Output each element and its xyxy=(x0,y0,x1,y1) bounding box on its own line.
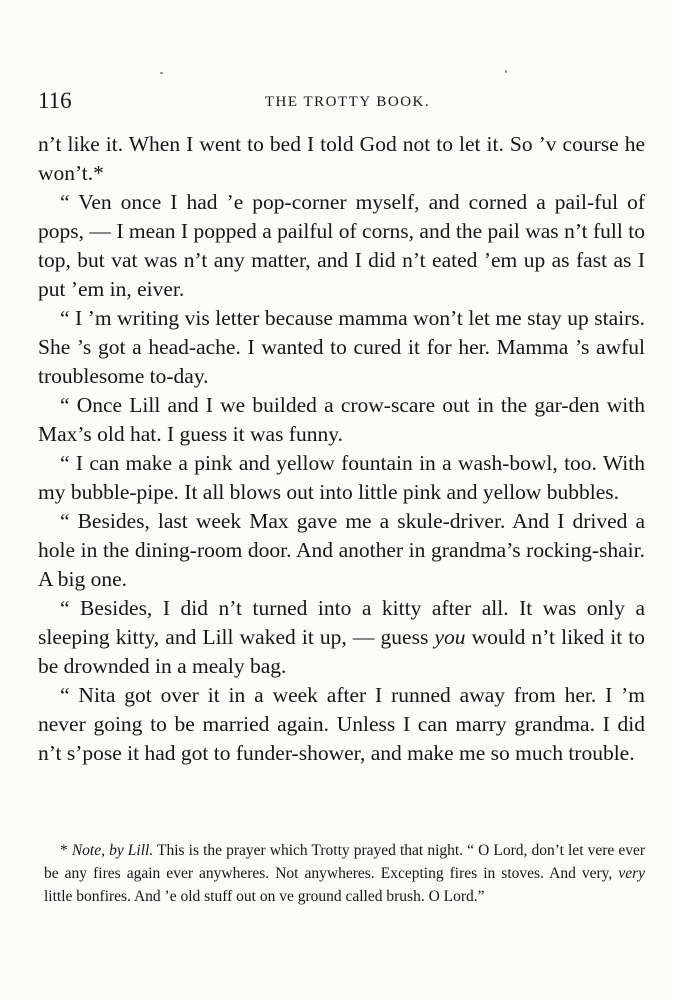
footnote-marker: * xyxy=(60,842,72,859)
footnote-label: Note, by Lill. xyxy=(71,842,154,859)
kitty-text-before: “ Besides, I did n’t turned into a kitty after all. It was only a sleeping kitty, and Lill waked it up, — guess xyxy=(38,596,645,649)
footnote-text-after: little bonfires. And ’e old stuff out on ve ground called brush. O Lord.” xyxy=(44,888,485,905)
emphasis-you: you xyxy=(434,625,466,649)
footnote xyxy=(44,839,645,908)
paragraph: “ I can make a pink and yellow fountain in a wash-bowl, too. With my bubble-pipe. It all blows out into little pink and yellow bubbles. xyxy=(38,451,645,504)
paragraph: “ I ’m writing vis letter because mamma won’t let me stay up stairs. She ’s got a head-ache. I wanted to cured it for her. Mamma ’s awful troublesome to-day. xyxy=(38,306,645,388)
paragraph: “ Ven once I had ’e pop-corner myself, and corned a pail-ful of pops, — I mean I popped a pailful of corns, and the pail was n’t full to top, but vat was n’t any matter, and I did n’t eated ’em up as fast as I put ’em in, eiver. xyxy=(38,190,645,301)
body-text xyxy=(38,130,645,768)
paragraph: “ Besides, last week Max gave me a skule-driver. And I drived a hole in the dining-room door. And another in grandma’s rocking-shair. A big one. xyxy=(38,509,645,591)
kitty-text-after: would n’t liked it to be drownded in a mealy bag. xyxy=(38,625,646,678)
paragraph-kitty xyxy=(38,594,645,681)
page-header xyxy=(38,86,643,120)
print-speck xyxy=(160,72,163,74)
footnote-text-before: This is the prayer which Trotty prayed that night. “ O Lord, don’t let vere ever be any fires again ever anywheres. Not anywheres. Excepting fires in stoves. And very, xyxy=(44,842,646,882)
emphasis-very: very xyxy=(618,865,645,882)
print-speck xyxy=(505,70,507,73)
running-title: THE TROTTY BOOK. xyxy=(264,94,431,110)
page-number: 116 xyxy=(38,88,72,113)
paragraph: “ Nita got over it in a week after I runned away from her. I ’m never going to be married again. Unless I can marry grandma. I did n’t s’pose it had got to funder-shower, and make me so much trouble. xyxy=(38,683,645,765)
footnote-text xyxy=(44,839,645,908)
paragraph: n’t like it. When I went to bed I told God not to let it. So ’v course he won’t.* xyxy=(38,132,645,185)
paragraph: “ Once Lill and I we builded a crow-scare out in the gar-den with Max’s old hat. I guess it was funny. xyxy=(38,393,645,446)
